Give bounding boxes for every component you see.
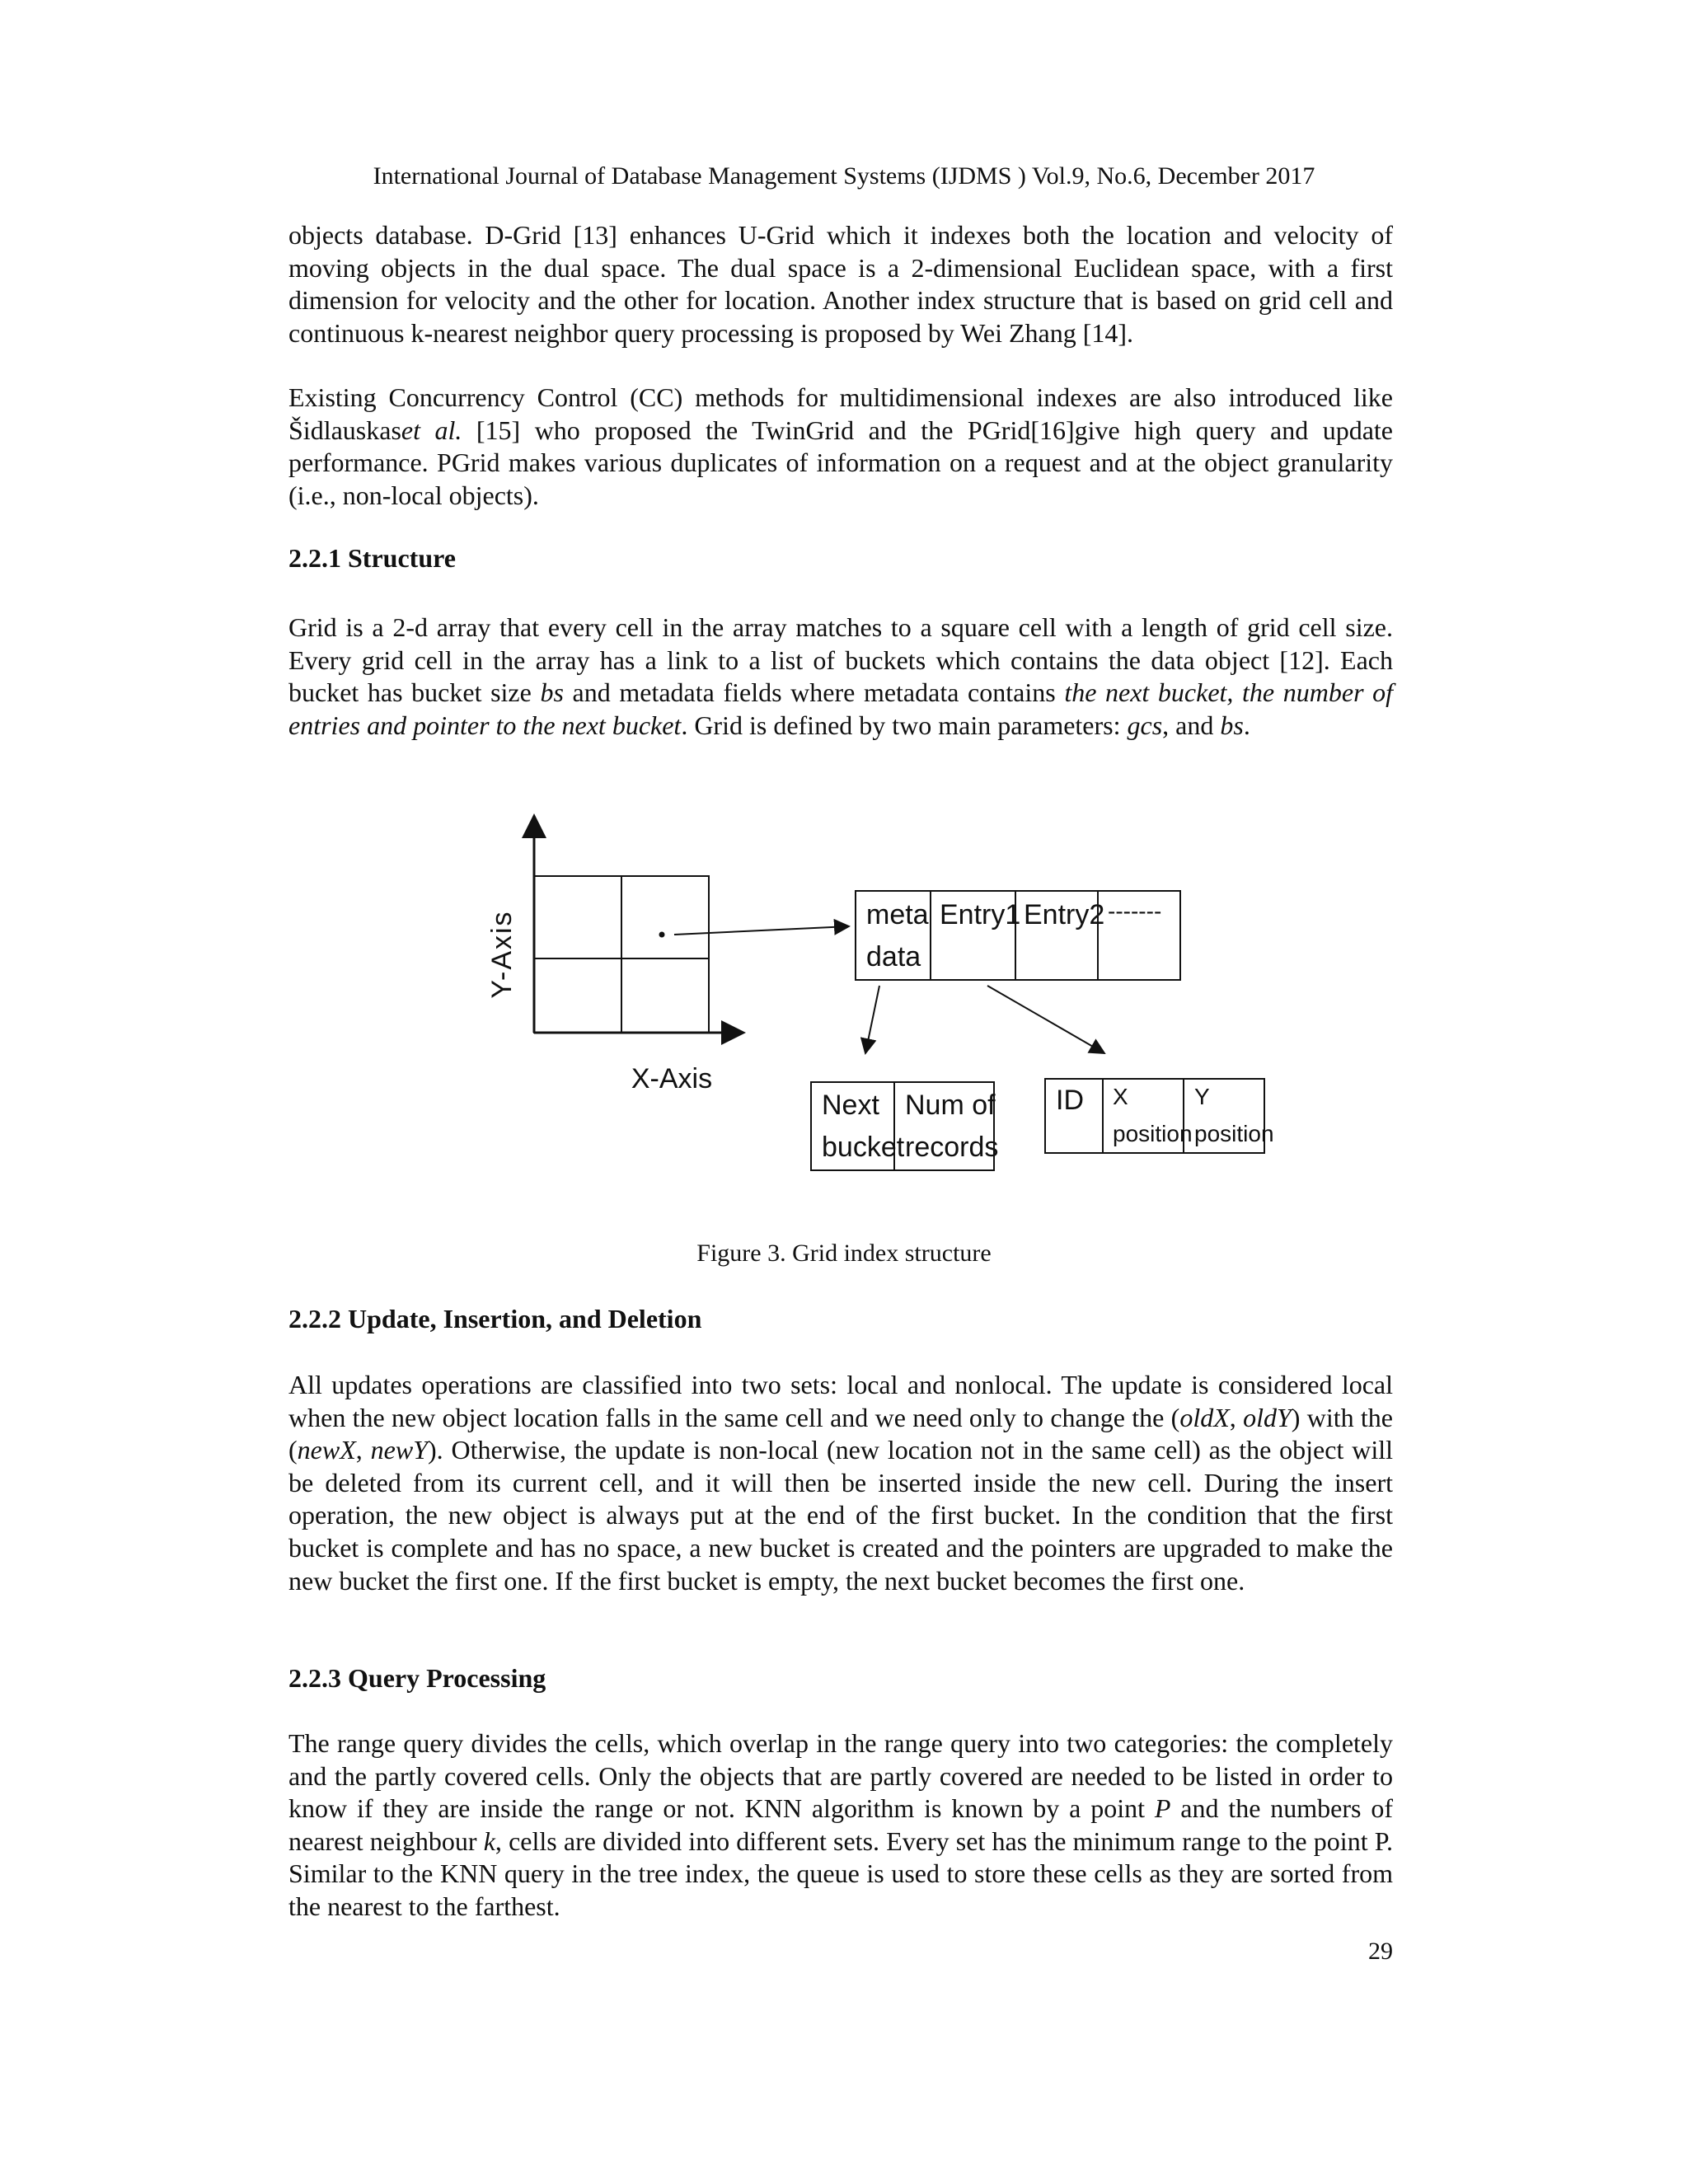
- grid-outline: [534, 876, 709, 1033]
- newy-italic: newY: [370, 1435, 428, 1465]
- metadata-box: [811, 1082, 998, 1170]
- next-bucket-label-2: bucket: [822, 1132, 905, 1163]
- num-records-label-2: records: [905, 1132, 999, 1163]
- bs-italic-2: bs: [1220, 710, 1244, 740]
- paragraph-structure: [288, 612, 1393, 742]
- num-records-label-1: Num of: [905, 1090, 996, 1121]
- structure-text-4: , and: [1162, 710, 1221, 740]
- point-p-italic: P: [1154, 1793, 1171, 1824]
- structure-text-1: Grid is a 2-d array that every cell in the array matches to a square cell with a length of grid cell size. Every grid cell in the array has a link to a list of buckets which contains the data object [12]. Each bucket has bucket size: [288, 612, 1393, 708]
- update-text-2: ) with the (: [288, 1402, 1394, 1465]
- bucket-ellipsis-label: -------: [1108, 898, 1162, 924]
- next-bucket-label-1: Next: [822, 1090, 879, 1121]
- section-heading-update: 2.2.2 Update, Insertion, and Deletion: [288, 1304, 702, 1333]
- x-axis-label: X-Axis: [631, 1063, 713, 1094]
- update-text-3: ). Otherwise, the update is non-local (new location not in the same cell) as the object will be deleted from its current cell, and it will then be inserted inside the new cell. During the insert operation, the new object is always put at the end of the first bucket. In the condition that the first bucket is complete and has no space, a new bucket is created and the pointers are upgraded to make the new bucket the first one. If the first bucket is empty, the next bucket becomes the first one.: [288, 1435, 1394, 1596]
- section-heading-structure: 2.2.1 Structure: [288, 543, 456, 573]
- paragraph-query: [288, 1727, 1393, 1924]
- entry-y-label: Y: [1194, 1084, 1210, 1109]
- paragraph-update: [288, 1369, 1393, 1597]
- bucket-data-label: data: [866, 941, 921, 972]
- structure-text-3: . Grid is defined by two main parameters:: [681, 710, 1128, 740]
- structure-text-2: and metadata fields where metadata contains: [563, 677, 1065, 708]
- bucket-meta-label: meta: [866, 899, 929, 930]
- query-text-3: , cells are divided into different sets. Every set has the minimum range to the point P. Similar to the KNN query in the tree index, the queue is used to store these cells as they are sorted from the nearest to the farthest.: [288, 1825, 1394, 1921]
- bs-italic: bs: [540, 677, 564, 708]
- bucket-entry2-label: Entry2: [1024, 899, 1105, 930]
- concurrency-text-1: Existing Concurrency Control (CC) methods for multidimensional indexes are also introduced like Šidlauskas: [288, 382, 1393, 445]
- paragraph-intro: objects database. D-Grid [13] enhances U-Grid which it indexes both the location and velocity of moving objects in the dual space. The dual space is a 2-dimensional Euclidean space, with a first dimension for velocity and the other for location. Another index structure that is based on grid cell and continuous k-nearest neighbor query processing is proposed by Wei Zhang [14].: [288, 220, 1393, 348]
- y-axis-label: Y-Axis: [486, 910, 518, 999]
- query-text-1: The range query divides the cells, which overlap in the range query into two categories: the completely and the partly covered cells. Only the objects that are partly covered are needed to be listed in order to know if they are inside the range or not. KNN algorithm is known by a point: [288, 1728, 1393, 1824]
- oldx-italic: oldX: [1179, 1402, 1230, 1432]
- grid-array: [534, 876, 709, 1033]
- concurrency-text-2: [15] who proposed the TwinGrid and the PGrid[16]give high query and update performance. PGrid makes various duplicates of information on a request and at the object granularity (i.e., non-local objects).: [288, 415, 1393, 510]
- metadata-outline: [811, 1082, 994, 1170]
- entry-record-outline: [1045, 1079, 1264, 1153]
- update-sep-1: ,: [1229, 1402, 1244, 1432]
- grid-object-point: [659, 932, 665, 938]
- oldy-italic: oldY: [1243, 1402, 1292, 1432]
- journal-header: International Journal of Database Management Systems (IJDMS ) Vol.9, No.6, December 2017: [373, 162, 1315, 190]
- entry-to-record-arrow: [987, 986, 1104, 1053]
- entry-x-label: X: [1113, 1084, 1128, 1109]
- section-heading-query: 2.2.3 Query Processing: [288, 1663, 546, 1693]
- cell-to-bucket-arrow: [674, 926, 849, 935]
- entry-y-position-label: position: [1194, 1121, 1274, 1146]
- paragraph-concurrency: [288, 382, 1393, 512]
- metadata-fields-italic: the next bucket, the number of entries and pointer to the next bucket: [288, 677, 1394, 740]
- et-al-italic: et al.: [401, 415, 462, 445]
- newx-italic: newX: [297, 1435, 356, 1465]
- k-italic: k: [483, 1825, 495, 1856]
- structure-text-5: .: [1243, 710, 1250, 740]
- meta-to-header-arrow: [865, 986, 879, 1053]
- bucket-entry1-label: Entry1: [940, 899, 1021, 930]
- update-text-1: All updates operations are classified into two sets: local and nonlocal. The update is considered local when the new object location falls in the same cell and we need only to change the (: [288, 1370, 1393, 1432]
- update-sep-2: ,: [355, 1435, 371, 1465]
- entry-id-label: ID: [1056, 1085, 1084, 1116]
- page-number: 29: [1368, 1938, 1393, 1965]
- entry-x-position-label: position: [1113, 1121, 1193, 1146]
- bucket-box: [856, 891, 1180, 980]
- query-text-2: and the numbers of nearest neighbour: [288, 1793, 1394, 1856]
- entry-record-box: [1045, 1079, 1274, 1153]
- bucket-outline: [856, 891, 1180, 980]
- gcs-italic: gcs: [1127, 710, 1163, 740]
- figure-caption: Figure 3. Grid index structure: [696, 1240, 992, 1267]
